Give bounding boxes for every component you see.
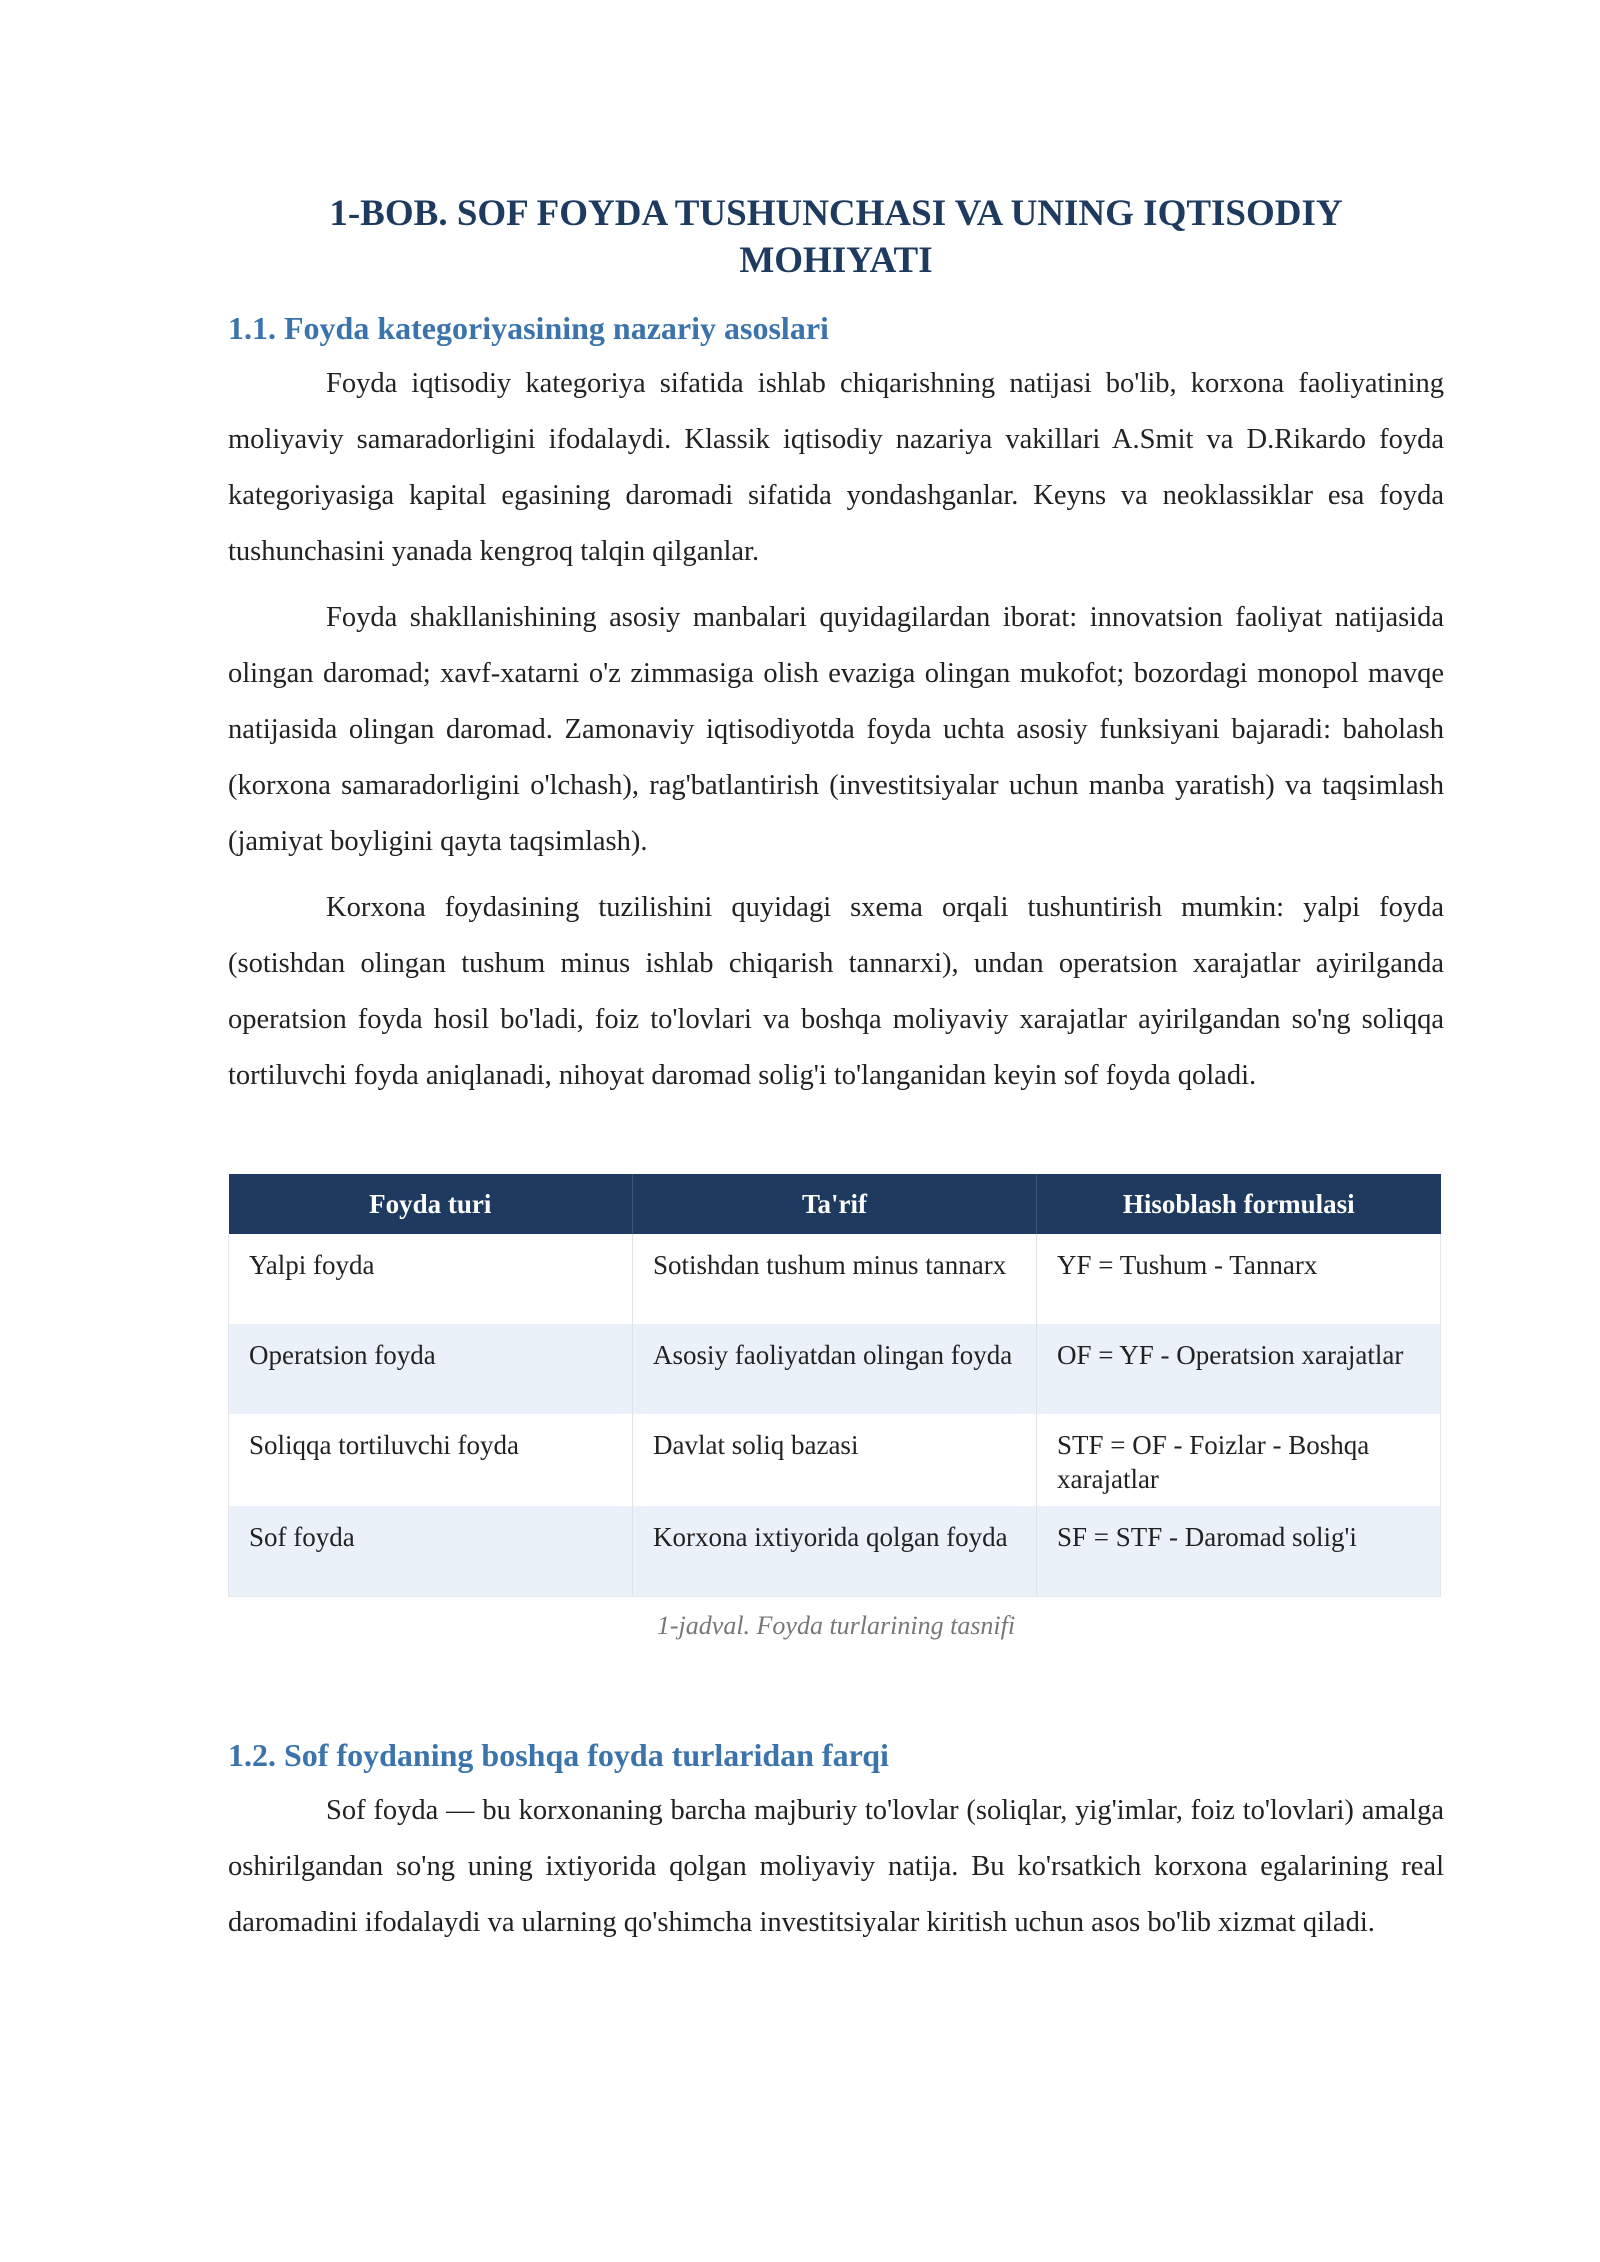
table-cell: Korxona ixtiyorida qolgan foyda [633, 1506, 1037, 1597]
table-cell: Davlat soliq bazasi [633, 1414, 1037, 1506]
table-cell: SF = STF - Daromad solig'i [1037, 1506, 1441, 1597]
table-cell: Yalpi foyda [229, 1234, 633, 1324]
table-cell: Soliqqa tortiluvchi foyda [229, 1414, 633, 1506]
table-header-cell: Hisoblash formulasi [1037, 1174, 1441, 1234]
table-header-cell: Foyda turi [229, 1174, 633, 1234]
table-header-cell: Ta'rif [633, 1174, 1037, 1234]
paragraph: Foyda iqtisodiy kategoriya sifatida ishlab chiqarishning natijasi bo'lib, korxona faoliyatining moliyaviy samaradorligini ifodalaydi. Klassik iqtisodiy nazariya vakillari A.Smit va D.Rikardo foyda kategoriyasiga kapital egasining daromadi sifatida yondashganlar. Keyns va neoklassiklar esa foyda tushunchasini yanada kengroq talqin qilganlar. [228, 368, 1444, 567]
table-cell: STF = OF - Foizlar - Boshqa xarajatlar [1037, 1414, 1441, 1506]
table-cell: Sof foyda [229, 1506, 633, 1597]
section-title-1-2: 1.2. Sof foydaning boshqa foyda turlaridan farqi [228, 1737, 889, 1773]
table-row [229, 1414, 1441, 1506]
profit-types-table-wrapper [228, 1174, 1444, 1641]
table-cell: YF = Tushum - Tannarx [1037, 1234, 1441, 1324]
chapter-title: 1-BOB. SOF FOYDA TUSHUNCHASI VA UNING IQTISODIY MOHIYATI [329, 193, 1343, 281]
document-page [228, 190, 1444, 1961]
table-caption: 1-jadval. Foyda turlarining tasnifi [656, 1611, 1016, 1640]
paragraph: Korxona foydasining tuzilishini quyidagi sxema orqali tushuntirish mumkin: yalpi foyda (sotishdan olingan tushum minus ishlab chiqarish tannarxi), undan operatsion xarajatlar ayirilganda operatsion foyda hosil bo'ladi, foiz to'lovlari va boshqa moliyaviy xarajatlar ayirilgandan so'ng soliqqa tortiluvchi foyda aniqlanadi, nihoyat daromad solig'i to'langanidan keyin sof foyda qoladi. [228, 892, 1444, 1091]
table-cell: Operatsion foyda [229, 1324, 633, 1414]
table-row [229, 1506, 1441, 1597]
section-1-2 [228, 1733, 1444, 1951]
table-cell: Asosiy faoliyatdan olingan foyda [633, 1324, 1037, 1414]
section-title-1-1: 1.1. Foyda kategoriyasining nazariy asoslari [228, 310, 829, 346]
table-row [229, 1324, 1441, 1414]
paragraph: Sof foyda — bu korxonaning barcha majburiy to'lovlar (soliqlar, yig'imlar, foiz to'lovlari) amalga oshirilgandan so'ng uning ixtiyorida qolgan moliyaviy natija. Bu ko'rsatkich korxona egalarining real daromadini ifodalaydi va ularning qo'shimcha investitsiyalar kiritish uchun asos bo'lib xizmat qiladi. [228, 1795, 1444, 1938]
paragraph: Foyda shakllanishining asosiy manbalari quyidagilardan iborat: innovatsion faoliyat natijasida olingan daromad; xavf-xatarni o'z zimmasiga olish evaziga olingan mukofot; bozordagi monopol mavqe natijasida olingan daromad. Zamonaviy iqtisodiyotda foyda uchta asosiy funksiyani bajaradi: baholash (korxona samaradorligini o'lchash), rag'batlantirish (investitsiyalar uchun manba yaratish) va taqsimlash (jamiyat boyligini qayta taqsimlash). [228, 602, 1444, 857]
table-header-row [229, 1174, 1441, 1234]
table-cell: OF = YF - Operatsion xarajatlar [1037, 1324, 1441, 1414]
table-row [229, 1234, 1441, 1324]
profit-types-table [228, 1174, 1441, 1597]
table-cell: Sotishdan tushum minus tannarx [633, 1234, 1037, 1324]
